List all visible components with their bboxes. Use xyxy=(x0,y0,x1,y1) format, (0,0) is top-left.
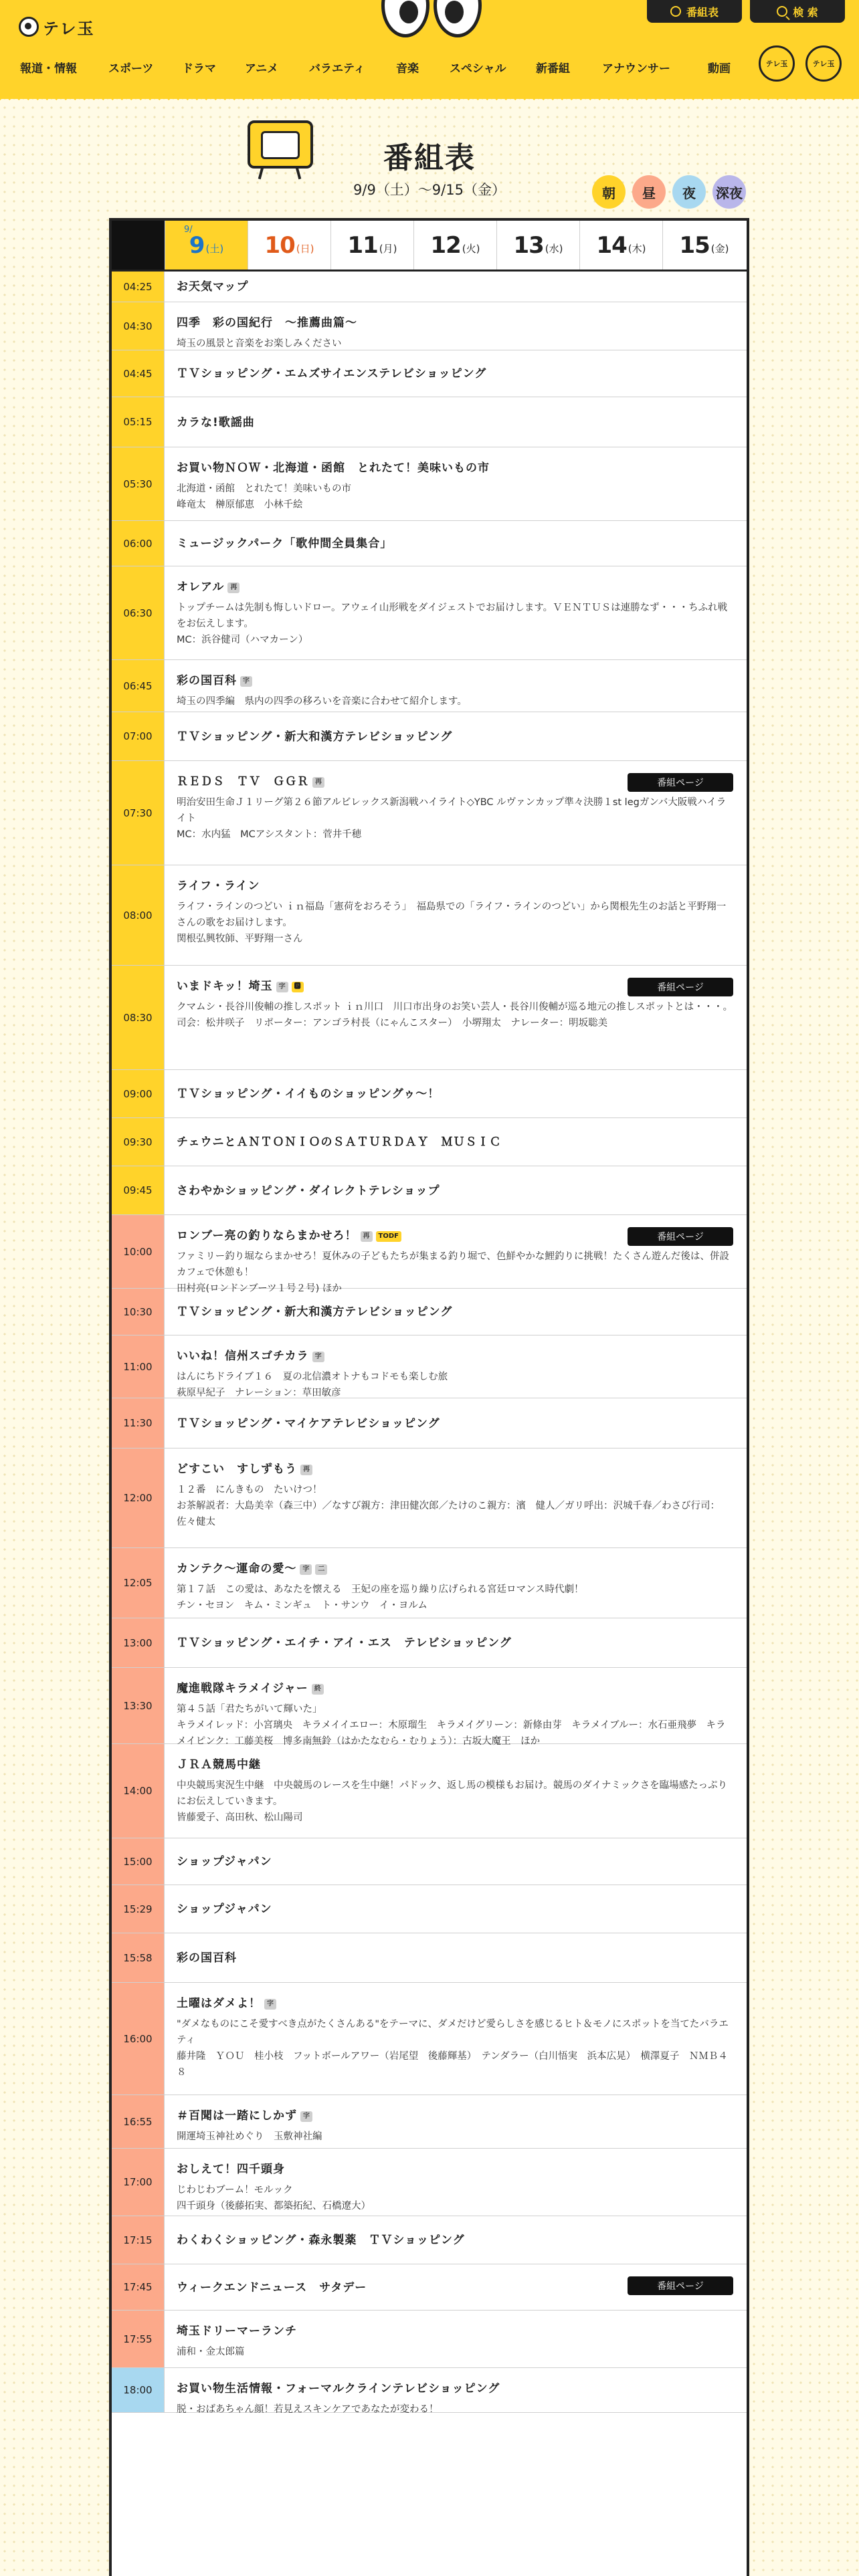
program-title[interactable] xyxy=(177,580,733,595)
program-page-button[interactable]: 番組ページ xyxy=(628,2276,733,2295)
program-info xyxy=(177,2324,733,2360)
program-title[interactable] xyxy=(177,879,733,893)
search-button[interactable] xyxy=(750,0,845,23)
program-title-text: お天気マップ xyxy=(177,280,249,294)
logo-text: テレ玉 xyxy=(43,19,95,38)
program-info xyxy=(177,1349,733,1401)
program-time: 08:00 xyxy=(112,865,165,965)
program-info xyxy=(177,316,733,352)
date-tabs xyxy=(112,221,747,272)
nav-item-sports[interactable]: スポーツ xyxy=(108,62,154,76)
program-row[interactable] xyxy=(112,1166,747,1215)
program-time: 06:00 xyxy=(112,521,165,566)
program-row[interactable] xyxy=(112,1838,747,1885)
program-row[interactable] xyxy=(112,2368,747,2413)
program-description: 埼玉の四季編 県内の四季の移ろいを音楽に合わせて紹介します。 xyxy=(177,696,467,707)
program-row[interactable] xyxy=(112,2149,747,2216)
search-button-label: 検 索 xyxy=(793,5,818,19)
program-row[interactable] xyxy=(112,966,747,1070)
program-title[interactable] xyxy=(177,1228,619,1243)
program-info xyxy=(177,1305,733,1319)
program-time: 04:25 xyxy=(112,272,165,302)
schedule-table xyxy=(109,218,749,2576)
program-title[interactable] xyxy=(177,536,733,551)
tab-weekday: (月) xyxy=(379,243,397,255)
program-description: ライフ・ラインのつどい ｉｎ福島「憲荷をおろそう」 福島県での「ライフ・ラインのつどい」から関根先生のお話と平野翔一さんの歌をお届けします。 関根弘興牧師、平野翔一さん xyxy=(177,901,727,944)
tab-weekday: (木) xyxy=(628,243,646,255)
program-info xyxy=(177,1996,733,2080)
program-title[interactable] xyxy=(177,366,733,381)
program-title[interactable] xyxy=(177,415,733,430)
tab-day-15[interactable] xyxy=(662,221,745,270)
program-title-text: 彩の国百科 xyxy=(177,1951,237,1965)
tab-day-number: 11 xyxy=(347,231,378,259)
nav-item-announcer[interactable]: アナウンサー xyxy=(602,62,670,76)
program-info xyxy=(177,1636,733,1650)
program-title[interactable] xyxy=(177,1854,733,1869)
mascot-eyes-icon xyxy=(381,0,482,40)
program-time: 07:30 xyxy=(112,761,165,865)
program-description: 明治安田生命Ｊ１リーグ第２６節アルビレックス新潟戦ハイライト◇YBC ルヴァンカップ準々決勝１st legガンバ大阪戦ハイライト MC：水内猛 MCアシスタント：菅井千穂 xyxy=(177,797,727,840)
mascot-label-1: テレ玉 xyxy=(765,60,788,68)
program-row[interactable] xyxy=(112,2216,747,2264)
program-info xyxy=(177,2280,619,2295)
program-title-text: いいね！信州スゴチカラ xyxy=(177,1350,309,1363)
program-title-text: カンテク～運命の愛～ xyxy=(177,1562,297,1576)
program-time: 10:30 xyxy=(112,1289,165,1335)
program-info xyxy=(177,1757,733,1826)
program-title[interactable] xyxy=(177,1184,733,1198)
program-description: じわじわブーム！モルック 四千頭身（後藤拓実、都築拓紀、石橋遼大） xyxy=(177,2185,371,2212)
program-title-text: オレアル xyxy=(177,580,225,594)
program-title-text: 四季 彩の国紀行 ～推薦曲篇～ xyxy=(177,316,357,330)
site-header xyxy=(0,0,859,99)
tab-month: 9/ xyxy=(184,225,193,235)
program-title[interactable] xyxy=(177,1462,733,1477)
program-title-text: 埼玉ドリーマーランチ xyxy=(177,2325,297,2338)
program-description: 脱・おばあちゃん顔！若見えスキンケアであなたが変わる！ xyxy=(177,2404,439,2415)
program-row[interactable] xyxy=(112,1744,747,1838)
program-info xyxy=(177,580,733,648)
program-info xyxy=(177,1562,733,1614)
program-row[interactable] xyxy=(112,1548,747,1618)
tab-day-number: 10 xyxy=(264,231,295,259)
logo-eye-icon xyxy=(19,17,39,37)
program-title[interactable] xyxy=(177,2233,733,2248)
date-range: 9/9（土）～9/15（金） xyxy=(353,182,506,198)
program-title[interactable] xyxy=(177,316,733,330)
program-description: 北海道・函館 とれたて！美味いもの市 峰竜太 榊原郁恵 小林千絵 xyxy=(177,484,351,510)
search-icon xyxy=(777,6,787,17)
program-info xyxy=(177,536,733,551)
program-title-text: ＴＶショッピング・マイケアテレビショッピング xyxy=(177,1417,440,1430)
program-time: 15:00 xyxy=(112,1838,165,1885)
program-row[interactable] xyxy=(112,865,747,966)
program-title[interactable] xyxy=(177,1305,733,1319)
program-description: トップチームは先制も悔しいドロー。アウェイ山形戦をダイジェストでお届けします。ＶＥＮＴＵＳは連勝なず・・・ちふれ戦をお伝えします。 MC：浜谷健司（ハマカーン） xyxy=(177,603,728,645)
program-row[interactable] xyxy=(112,397,747,447)
program-description: "ダメなものにこそ愛すべき点がたくさんある"をテーマに、ダメだけど愛らしさを感じるヒト＆モノにスポットを当てたバラエティ 藤井隆 ＹＯＵ 桂小枝 フットボールアワー（岩尾望 後藤輝基） テンダラー（白川悟実 浜本広晃） 横澤夏子 ＮＭＢ４８ xyxy=(177,2019,729,2078)
schedule-button[interactable] xyxy=(647,0,742,23)
daytime-button[interactable]: 昼 xyxy=(632,175,666,209)
program-row[interactable] xyxy=(112,2095,747,2149)
program-description: 開運埼玉神社めぐり 玉敷神社編 xyxy=(177,2131,322,2142)
tab-day-number: 12 xyxy=(430,231,461,259)
program-info xyxy=(177,366,733,381)
program-title[interactable] xyxy=(177,2162,733,2177)
program-row[interactable] xyxy=(112,1885,747,1933)
program-info xyxy=(177,1951,733,1965)
evening-button[interactable]: 夜 xyxy=(672,175,706,209)
program-title-text: チェウニとＡＮＴＯＮＩＯのＳＡＴＵＲＤＡＹ ＭＵＳＩＣ xyxy=(177,1136,502,1149)
page-title: 番組表 xyxy=(383,141,476,175)
program-title-text: ＲＥＤＳ ＴＶ ＧＧＲ xyxy=(177,775,309,788)
tab-day-10[interactable] xyxy=(248,221,330,270)
program-row[interactable] xyxy=(112,1289,747,1335)
header-zigzag xyxy=(0,91,859,100)
program-time: 15:58 xyxy=(112,1933,165,1982)
program-info xyxy=(177,879,733,947)
program-title[interactable] xyxy=(177,1636,733,1650)
nav-item-anime[interactable]: アニメ xyxy=(245,62,279,76)
program-row[interactable] xyxy=(112,521,747,566)
program-time: 12:00 xyxy=(112,1448,165,1547)
program-title[interactable] xyxy=(177,2381,733,2396)
program-time: 17:15 xyxy=(112,2216,165,2264)
program-time: 16:55 xyxy=(112,2095,165,2148)
program-page-button[interactable]: 番組ページ xyxy=(628,773,733,792)
program-row[interactable] xyxy=(112,761,747,865)
program-title[interactable] xyxy=(177,673,733,688)
program-title-text: ＪＲＡ競馬中継 xyxy=(177,1758,261,1772)
program-info xyxy=(177,1087,733,1101)
clock-icon xyxy=(670,6,681,17)
program-title-text: いまドキッ！埼玉 xyxy=(177,980,273,993)
program-info xyxy=(177,1184,733,1198)
program-row[interactable] xyxy=(112,1668,747,1747)
program-time: 07:00 xyxy=(112,712,165,760)
program-title-text: おしえて！四千頭身 xyxy=(177,2163,285,2176)
program-info xyxy=(177,730,733,744)
program-title[interactable] xyxy=(177,2109,733,2123)
program-title-text: ウィークエンドニュース サタデー xyxy=(177,2281,367,2294)
program-description: 中央競馬実況生中継 中央競馬のレースを生中継！パドック、返し馬の模様もお届け。競馬のダイナミックさを臨場感たっぷりにお伝えしていきます。 皆藤愛子、高田秋、松山陽司 xyxy=(177,1780,728,1823)
program-time: 11:00 xyxy=(112,1335,165,1398)
program-row[interactable] xyxy=(112,1618,747,1668)
program-page-button[interactable]: 番組ページ xyxy=(628,978,733,996)
tab-day-13[interactable] xyxy=(496,221,579,270)
program-time: 15:29 xyxy=(112,1885,165,1933)
late-night-button[interactable]: 深夜 xyxy=(712,175,746,209)
program-badge: 再 xyxy=(227,582,240,593)
program-description: クマムシ・長谷川俊輔の推しスポット ｉｎ川口 川口市出身のお笑い芸人・長谷川俊輔が巡る地元の推しスポットとは・・・。 司会：松井咲子 リポーター：アンゴラ村長（にゃんこスター） 小堺翔太 ナレーター：明坂聡美 xyxy=(177,1002,733,1029)
tab-day-number: 13 xyxy=(513,231,544,259)
program-description: 埼玉の風景と音楽をお楽しみください xyxy=(177,338,342,349)
program-badge: 字 xyxy=(264,1999,276,2010)
program-info xyxy=(177,2109,733,2145)
program-title-text: 魔進戦隊キラメイジャー xyxy=(177,1682,308,1695)
nav-item-special[interactable]: スペシャル xyxy=(450,62,506,76)
program-badge: 🅿 xyxy=(292,982,304,992)
program-row[interactable] xyxy=(112,1335,747,1398)
nav-item-video[interactable]: 動画 xyxy=(708,62,731,76)
program-time: 05:30 xyxy=(112,447,165,520)
program-time: 05:15 xyxy=(112,397,165,447)
program-time: 04:30 xyxy=(112,302,165,350)
program-badge: 再 xyxy=(312,777,324,788)
tab-day-11[interactable] xyxy=(330,221,413,270)
program-info xyxy=(177,1135,733,1150)
program-row[interactable] xyxy=(112,350,747,397)
program-title[interactable] xyxy=(177,1902,733,1917)
program-title[interactable] xyxy=(177,979,619,994)
program-title[interactable] xyxy=(177,1681,733,1696)
program-title-text: わくわくショッピング・森永製薬 ＴＶショッピング xyxy=(177,2234,465,2247)
tab-day-number: 15 xyxy=(679,231,710,259)
program-title-text: ＴＶショッピング・新大和漢方テレビショッピング xyxy=(177,1305,453,1319)
program-time: 13:00 xyxy=(112,1618,165,1667)
program-time: 09:30 xyxy=(112,1118,165,1166)
program-info xyxy=(177,673,733,710)
program-title-text: ＴＶショッピング・新大和漢方テレビショッピング xyxy=(177,730,453,744)
program-time: 17:55 xyxy=(112,2311,165,2367)
program-row[interactable] xyxy=(112,302,747,350)
program-info xyxy=(177,1681,733,1749)
program-title-text: ＴＶショッピング・エイチ・アイ・エス テレビショッピング xyxy=(177,1636,512,1650)
program-badge: 字 xyxy=(300,1564,312,1575)
program-title[interactable] xyxy=(177,1951,733,1965)
tab-weekday: (火) xyxy=(462,243,480,255)
program-title-text: ショップジャパン xyxy=(177,1903,272,1916)
program-title[interactable] xyxy=(177,1562,733,1576)
program-row[interactable] xyxy=(112,2264,747,2311)
tab-day-number: 14 xyxy=(596,231,627,259)
program-row[interactable] xyxy=(112,1118,747,1166)
program-time: 17:00 xyxy=(112,2149,165,2216)
mascot-link-1[interactable] xyxy=(759,45,795,82)
program-info xyxy=(177,1854,733,1869)
program-title-text: どすこい すしずもう xyxy=(177,1463,297,1476)
nav-item-drama[interactable]: ドラマ xyxy=(182,62,216,76)
main-nav xyxy=(0,55,859,82)
nav-item-news[interactable]: 報道・情報 xyxy=(20,62,77,76)
program-row[interactable] xyxy=(112,272,747,302)
program-time: 14:00 xyxy=(112,1744,165,1838)
tab-weekday: (金) xyxy=(710,243,729,255)
program-title-text: ＃百聞は一踏にしかず xyxy=(177,2109,297,2123)
program-info xyxy=(177,461,733,513)
program-title[interactable] xyxy=(177,1416,733,1431)
program-row[interactable] xyxy=(112,1983,747,2095)
program-row[interactable] xyxy=(112,712,747,761)
program-description: 第１７話 この愛は、あなたを懐える 王妃の座を巡り繰り広げられる宮廷ロマンス時代劇！ チン・セヨン キム・ミンギュ ト・サンウ イ・ヨルム xyxy=(177,1584,584,1611)
program-description: 第４５話「君たちがいて輝いた」 キラメイレッド：小宮璃央 キラメイイエロー：木原瑠生 キラメイグリーン：新條由芽 キラメイブルー：水石亜飛夢 キラメイピンク：工藤美桜 博多南無鈴（はかたなむら・むりょう）：古坂大魔王 ほか xyxy=(177,1704,726,1747)
mascot-label-2: テレ玉 xyxy=(812,60,835,68)
program-title-text: 彩の国百科 xyxy=(177,674,237,687)
program-time: 09:00 xyxy=(112,1070,165,1117)
program-row[interactable] xyxy=(112,1398,747,1448)
program-title-text: お買い物生活情報・フォーマルクラインテレビショッピング xyxy=(177,2382,500,2395)
program-badge: 再 xyxy=(300,1465,312,1475)
program-row[interactable] xyxy=(112,2311,747,2368)
program-info xyxy=(177,2233,733,2248)
program-time: 04:45 xyxy=(112,350,165,397)
program-title-text: ＴＶショッピング・イイものショッピングゥ～！ xyxy=(177,1087,440,1101)
program-description: １２番 にんきもの たいけつ！ お茶解説者：大島美幸（森三中）／なすび親方：津田健次郎／たけのこ親方：濱 健人／ガリ呼出：沢城千春／わさび行司：佐々健太 xyxy=(177,1485,720,1527)
program-time: 17:45 xyxy=(112,2264,165,2310)
tab-day-12[interactable] xyxy=(413,221,496,270)
program-time: 10:00 xyxy=(112,1215,165,1288)
program-badge: 字 xyxy=(300,2111,312,2122)
program-description: ファミリー釣り堀ならまかせろ！夏休みの子どもたちが集まる釣り堀で、色鮮やかな鯉釣りに挑戦！たくさん遊んだ後は、併設カフェで休憩も！ 田村亮(ロンドンブーツ１号２号) ほか xyxy=(177,1251,729,1294)
program-time: 06:30 xyxy=(112,566,165,659)
tab-day-14[interactable] xyxy=(579,221,662,270)
program-row[interactable] xyxy=(112,566,747,660)
program-time: 16:00 xyxy=(112,1983,165,2095)
program-time: 09:45 xyxy=(112,1166,165,1214)
program-info xyxy=(177,280,733,294)
program-row[interactable] xyxy=(112,660,747,712)
program-row[interactable] xyxy=(112,1070,747,1118)
nav-item-new-programs[interactable]: 新番組 xyxy=(536,62,570,76)
nav-item-variety[interactable]: バラエティ xyxy=(309,62,365,76)
program-badge: 字 xyxy=(312,1352,324,1362)
site-logo[interactable] xyxy=(19,13,99,40)
program-title[interactable] xyxy=(177,1135,733,1150)
program-row[interactable] xyxy=(112,447,747,521)
program-description: はんにちドライブ１６ 夏の北信濃オトナもコドモも楽しむ旅 萩原早紀子 ナレーション：草田敏彦 xyxy=(177,1372,448,1398)
tabs-corner xyxy=(112,221,165,270)
program-info xyxy=(177,1902,733,1917)
program-title[interactable] xyxy=(177,2324,733,2339)
tab-weekday: (水) xyxy=(545,243,563,255)
program-badge: 再 xyxy=(361,1231,373,1242)
program-title[interactable] xyxy=(177,1996,733,2011)
program-badge: 字 xyxy=(276,982,288,992)
program-title[interactable] xyxy=(177,280,733,294)
program-title-text: お買い物ＮＯＷ・北海道・函館 とれたて！美味いもの市 xyxy=(177,461,490,475)
program-title[interactable] xyxy=(177,730,733,744)
program-badge: 字 xyxy=(240,676,252,687)
program-title[interactable] xyxy=(177,2280,619,2295)
tab-weekday: (日) xyxy=(296,243,314,255)
mascot-link-2[interactable] xyxy=(805,45,842,82)
program-description: 浦和・金太郎篇 xyxy=(177,2347,245,2357)
program-row[interactable] xyxy=(112,1215,747,1294)
schedule-button-label: 番組表 xyxy=(686,5,719,19)
program-info xyxy=(177,1416,733,1431)
program-title[interactable] xyxy=(177,1087,733,1101)
program-info xyxy=(177,2381,733,2418)
program-title-text: ロンブー亮の釣りならまかせろ！ xyxy=(177,1229,357,1243)
program-title-text: カラな!歌謡曲 xyxy=(177,416,255,429)
program-time: 13:30 xyxy=(112,1668,165,1743)
program-time: 18:00 xyxy=(112,2368,165,2412)
tab-weekday: (土) xyxy=(205,243,224,255)
program-info xyxy=(177,2162,733,2214)
program-info xyxy=(177,415,733,430)
nav-item-music[interactable]: 音楽 xyxy=(396,62,419,76)
program-title-text: ライフ・ライン xyxy=(177,879,260,893)
program-title[interactable] xyxy=(177,461,733,475)
program-badge: 終 xyxy=(312,1684,324,1695)
program-time: 08:30 xyxy=(112,966,165,1069)
program-info xyxy=(177,1462,733,1530)
program-title[interactable] xyxy=(177,774,619,789)
program-title-text: ＴＶショッピング・エムズサイエンステレビショッピング xyxy=(177,367,487,381)
program-row[interactable] xyxy=(112,1448,747,1548)
program-title-text: 土曜はダメよ！ xyxy=(177,1997,261,2010)
tab-day-9[interactable] xyxy=(165,221,248,270)
program-page-button[interactable]: 番組ページ xyxy=(628,1227,733,1246)
program-time: 11:30 xyxy=(112,1398,165,1448)
program-badge: 二 xyxy=(315,1564,327,1575)
morning-button[interactable]: 朝 xyxy=(592,175,626,209)
program-row[interactable] xyxy=(112,1933,747,1983)
tab-day-number: 9 xyxy=(189,231,205,259)
program-time: 12:05 xyxy=(112,1548,165,1618)
program-title-text: ショップジャパン xyxy=(177,1855,272,1868)
program-title[interactable] xyxy=(177,1349,733,1364)
program-title[interactable] xyxy=(177,1757,733,1772)
program-time: 06:45 xyxy=(112,660,165,712)
program-title-text: ミュージックパーク「歌仲間全員集合」 xyxy=(177,537,393,550)
program-badge: TODF xyxy=(376,1231,401,1242)
program-title-text: さわやかショッピング・ダイレクトテレショップ xyxy=(177,1184,440,1198)
